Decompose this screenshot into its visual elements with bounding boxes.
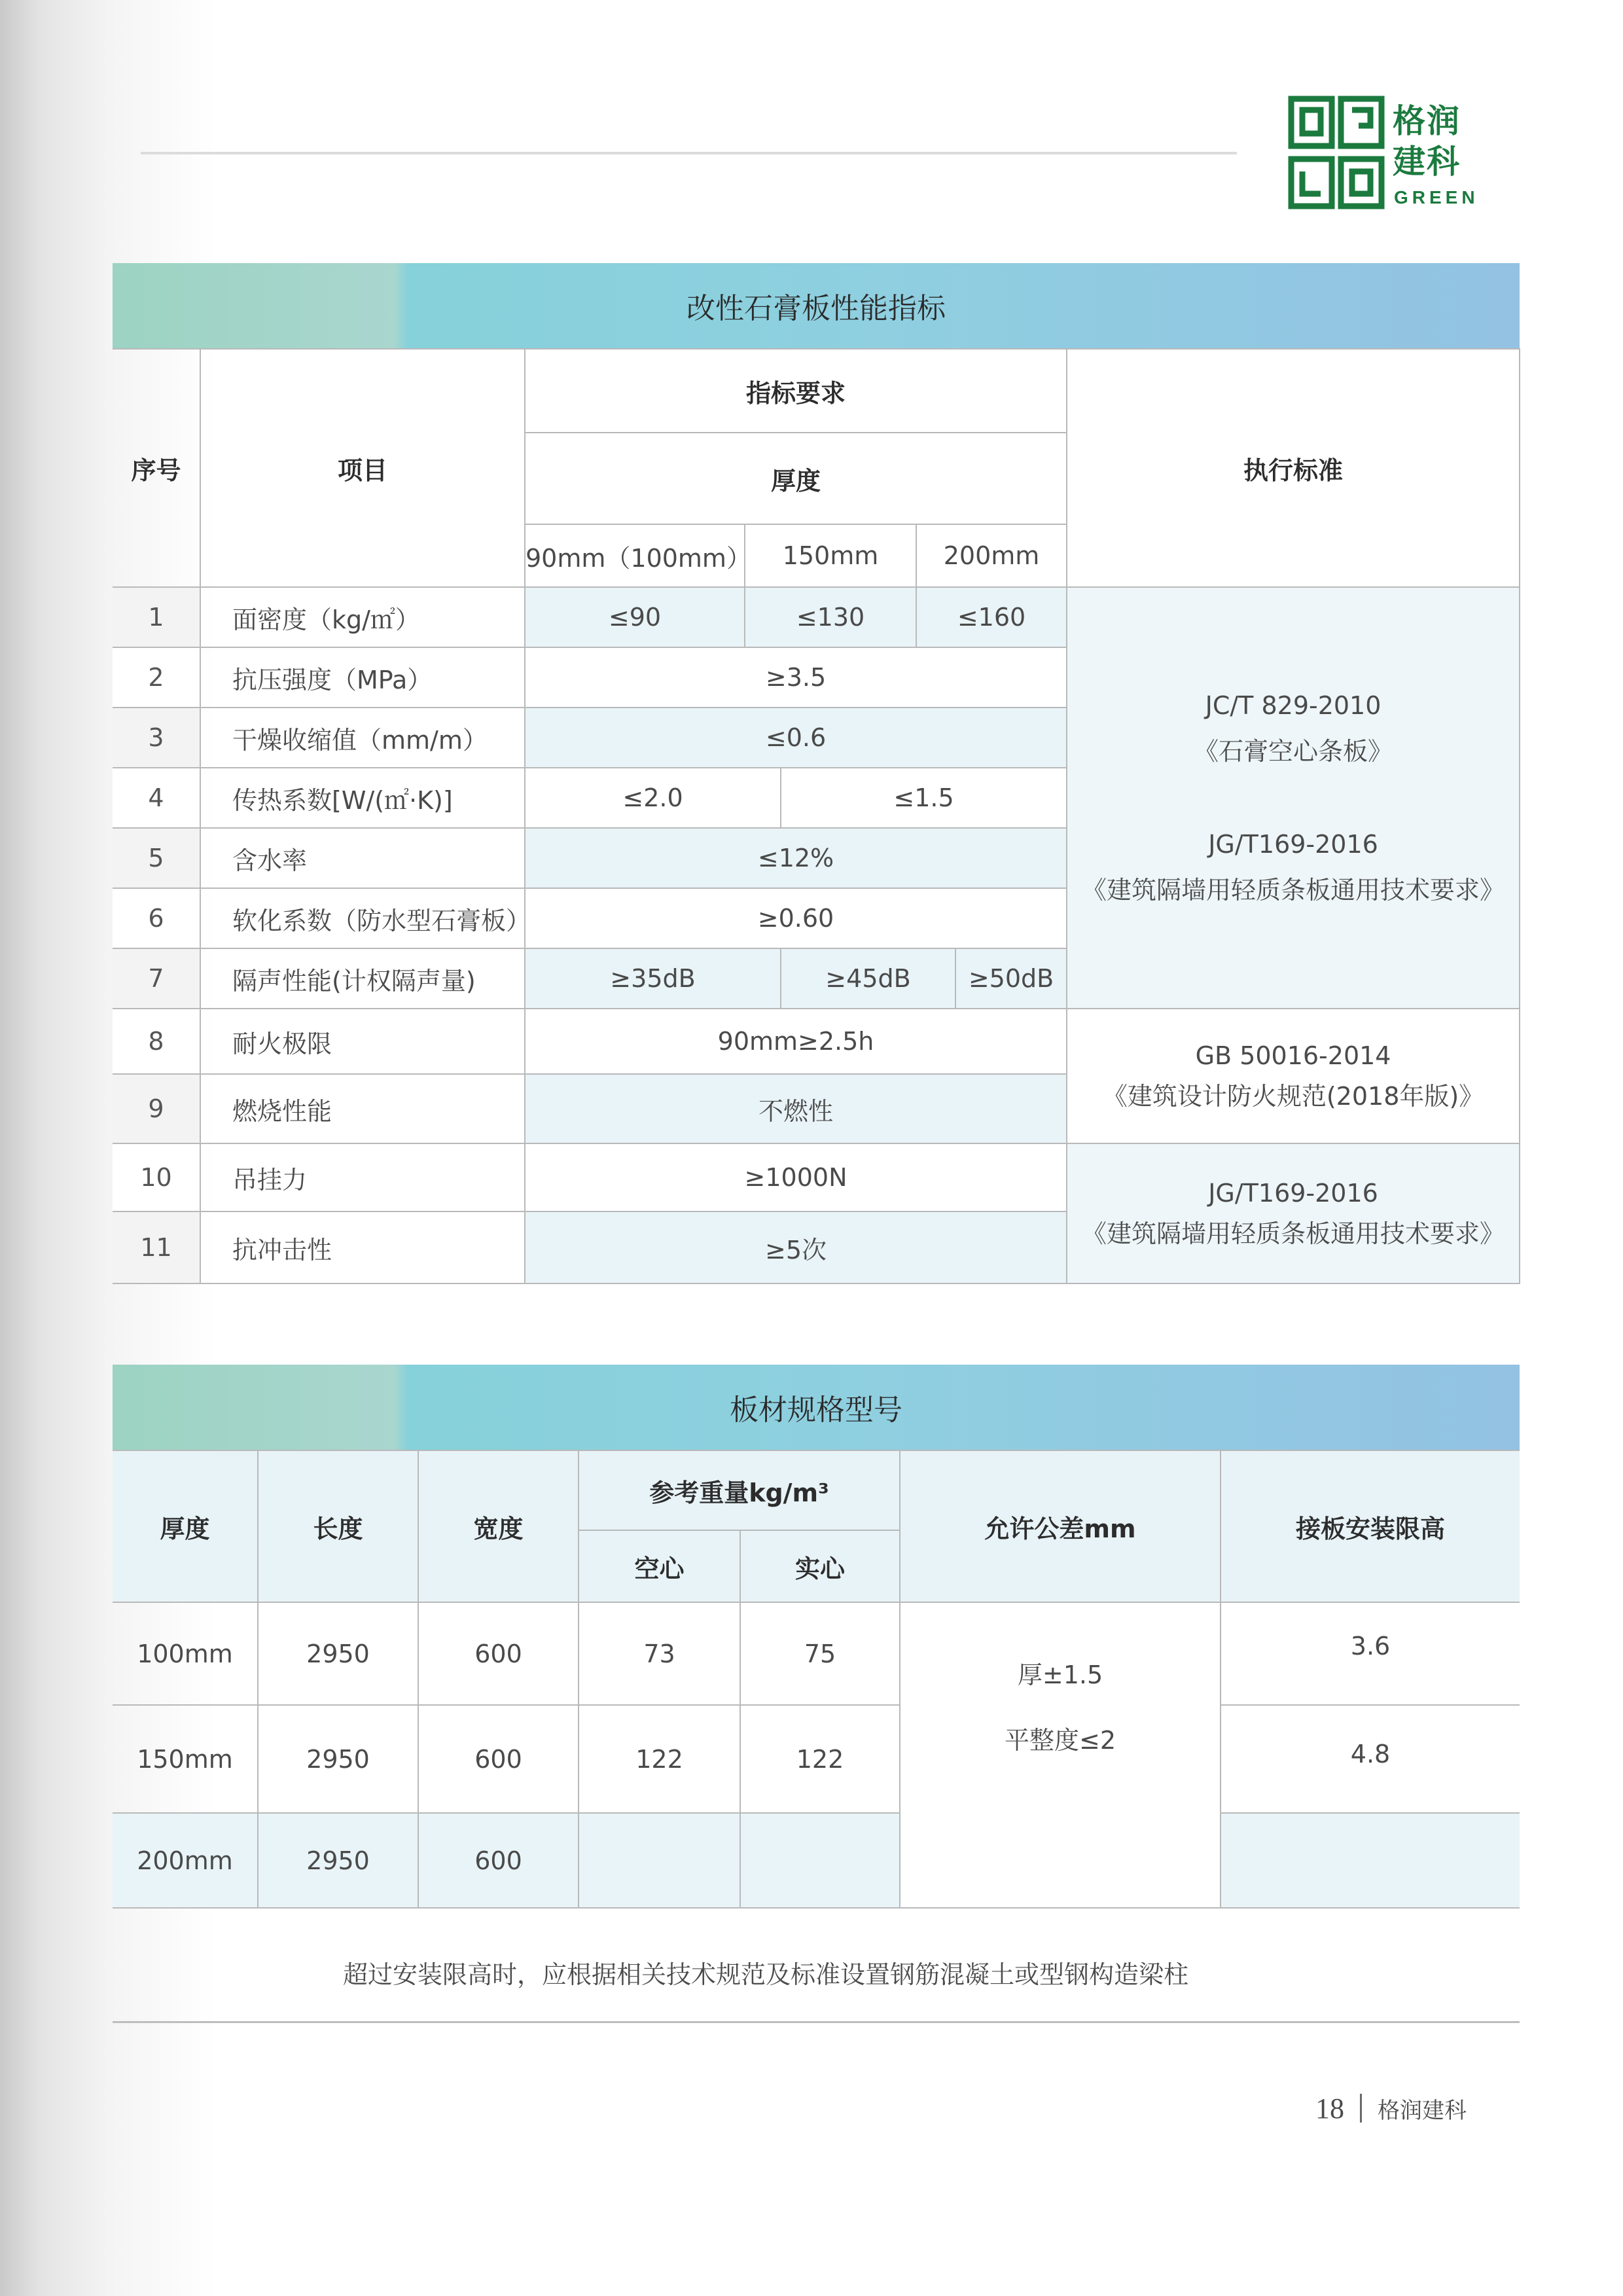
standard-code: JG/T169-2016: [1208, 1179, 1378, 1208]
standard-name: 《建筑设计防火规范(2018年版)》: [1102, 1082, 1484, 1111]
row-value: ≤160: [916, 587, 1067, 647]
header-thickness: 厚度: [113, 1450, 258, 1602]
table-row: [113, 1705, 1520, 1813]
row-value: ≤2.0: [525, 768, 781, 828]
row-value: 不燃性: [525, 1074, 1067, 1143]
logo-line-1: 格润: [1393, 102, 1461, 140]
header-thickness: 厚度: [525, 433, 1067, 524]
row-value: ≥35dB: [525, 948, 781, 1009]
cell-hollow: 73: [579, 1602, 740, 1705]
cell-width: 600: [418, 1602, 579, 1705]
header-requirement: 指标要求: [525, 349, 1067, 433]
cell-length: 2950: [258, 1705, 418, 1813]
tolerance-cell: [900, 1602, 1221, 1908]
row-value: ≥1000N: [525, 1143, 1067, 1211]
row-value: ≤0.6: [525, 708, 1067, 768]
logo-mark-icon: [1288, 96, 1385, 209]
row-no: 2: [113, 647, 200, 708]
installation-note: 超过安装限高时，应根据相关技术规范及标准设置钢筋混凝土或型钢构造梁柱: [342, 1960, 1188, 1989]
row-item: 传热系数[W/(㎡·K)]: [200, 768, 525, 828]
row-value: ≤130: [745, 587, 916, 647]
header-limit: 接板安装限高: [1221, 1450, 1520, 1602]
standard-name: 《建筑隔墙用轻质条板通用技术要求》: [1082, 1219, 1505, 1248]
header-solid: 实心: [740, 1530, 900, 1602]
row-value: ≤90: [525, 587, 745, 647]
row-no: 6: [113, 888, 200, 948]
row-value: ≥3.5: [525, 647, 1067, 708]
row-value: ≥5次: [525, 1211, 1067, 1283]
header-tolerance: 允许公差mm: [900, 1450, 1221, 1602]
cell-length: 2950: [258, 1602, 418, 1705]
row-no: 7: [113, 948, 200, 1009]
row-no: 9: [113, 1074, 200, 1143]
row-value: 90mm≥2.5h: [525, 1009, 1067, 1074]
row-value: ≥0.60: [525, 888, 1067, 948]
cell-limit: [1221, 1813, 1520, 1908]
row-item: 隔声性能(计权隔声量): [200, 948, 525, 1009]
cell-width: 600: [418, 1813, 579, 1908]
row-item: 吊挂力: [200, 1143, 525, 1211]
row-item: 面密度（kg/㎡）: [200, 587, 525, 647]
header-weight: 参考重量kg/m³: [579, 1450, 900, 1530]
standard-name: 《建筑隔墙用轻质条板通用技术要求》: [1082, 876, 1505, 905]
header-width: 宽度: [418, 1450, 579, 1602]
standard-cell-2: [1067, 1009, 1520, 1143]
table2-title: 板材规格型号: [730, 1393, 902, 1427]
row-no: 1: [113, 587, 200, 647]
cell-limit: 4.8: [1221, 1705, 1520, 1813]
tolerance-thickness: 厚±1.5: [1017, 1660, 1103, 1689]
header-item: 项目: [200, 349, 525, 587]
cell-hollow: 122: [579, 1705, 740, 1813]
table-row: [113, 587, 1520, 647]
row-item: 抗冲击性: [200, 1211, 525, 1283]
header-seq: 序号: [113, 349, 200, 587]
spec-table: [113, 1450, 1520, 1909]
cell-solid: [740, 1813, 900, 1908]
table2-title-band: [113, 1365, 1520, 1450]
row-no: 11: [113, 1211, 200, 1283]
standard-cell-3: [1067, 1143, 1520, 1283]
page-footer: [1315, 2092, 1467, 2125]
row-value: ≥50dB: [955, 948, 1067, 1009]
footer-brand: 格润建科: [1378, 2097, 1467, 2124]
row-item: 抗压强度（MPa）: [200, 647, 525, 708]
top-divider: [141, 152, 1237, 154]
cell-width: 600: [418, 1705, 579, 1813]
standard-code: JC/T 829-2010: [1205, 691, 1382, 720]
cell-solid: 75: [740, 1602, 900, 1705]
table-row: [113, 1009, 1520, 1074]
row-value: ≤12%: [525, 828, 1067, 888]
cell-thickness: 200mm: [113, 1813, 258, 1908]
row-item: 含水率: [200, 828, 525, 888]
header-t150: 150mm: [745, 524, 916, 587]
table1-title-band: [113, 263, 1520, 348]
tolerance-flatness: 平整度≤2: [1004, 1726, 1116, 1755]
header-length: 长度: [258, 1450, 418, 1602]
standard-name: 《石膏空心条板》: [1194, 737, 1393, 766]
logo-chinese-name: [1393, 101, 1484, 182]
standard-cell-1: [1067, 587, 1520, 1009]
row-no: 8: [113, 1009, 200, 1074]
table-row: [113, 1143, 1520, 1211]
cell-limit: 3.6: [1221, 1602, 1520, 1705]
table1-title: 改性石膏板性能指标: [687, 292, 946, 325]
bottom-divider: [113, 2021, 1520, 2023]
row-no: 4: [113, 768, 200, 828]
page-number: 18: [1315, 2092, 1344, 2125]
cell-length: 2950: [258, 1813, 418, 1908]
logo-english-name: GREEN: [1394, 187, 1479, 207]
row-item: 软化系数（防水型石膏板）: [200, 888, 525, 948]
row-item: 燃烧性能: [200, 1074, 525, 1143]
cell-solid: 122: [740, 1705, 900, 1813]
row-item: 耐火极限: [200, 1009, 525, 1074]
header-standard: 执行标准: [1067, 349, 1520, 587]
standard-code: GB 50016-2014: [1195, 1041, 1391, 1070]
header-t200: 200mm: [916, 524, 1067, 587]
standard-code: JG/T169-2016: [1208, 830, 1378, 859]
row-no: 3: [113, 708, 200, 768]
table-row: [113, 1602, 1520, 1705]
header-t90: 90mm（100mm）: [525, 524, 745, 587]
table-row: [113, 1813, 1520, 1908]
brand-logo: [1288, 96, 1484, 213]
row-item: 干燥收缩值（mm/m）: [200, 708, 525, 768]
row-no: 10: [113, 1143, 200, 1211]
logo-line-2: 建科: [1393, 143, 1461, 181]
row-no: 5: [113, 828, 200, 888]
row-value: ≤1.5: [781, 768, 1067, 828]
cell-hollow: [579, 1813, 740, 1908]
footer-separator: [1360, 2094, 1362, 2123]
performance-table: [113, 348, 1520, 1284]
cell-thickness: 100mm: [113, 1602, 258, 1705]
cell-thickness: 150mm: [113, 1705, 258, 1813]
row-value: ≥45dB: [781, 948, 955, 1009]
header-hollow: 空心: [579, 1530, 740, 1602]
